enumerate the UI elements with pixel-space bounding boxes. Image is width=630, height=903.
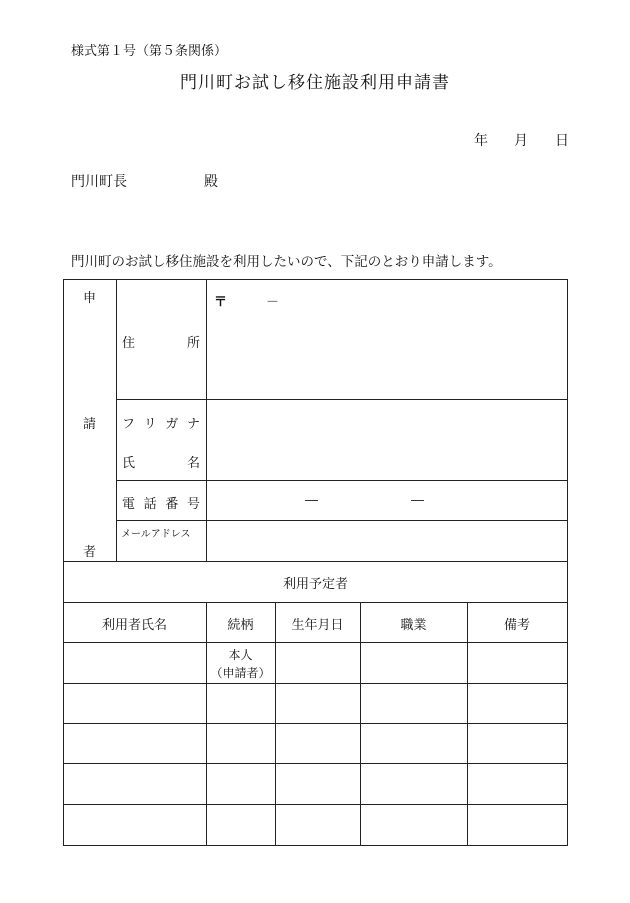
address-label-char: 所: [186, 336, 200, 351]
table-line: [63, 602, 568, 603]
relation-self: 本人: [228, 648, 253, 662]
furigana-label-char: ガ: [165, 417, 179, 432]
table-line: [275, 602, 276, 846]
postal-mark-icon: 〒: [214, 295, 228, 310]
furigana-label-char: ナ: [186, 417, 200, 432]
name-label-char: 名: [186, 456, 200, 471]
table-line: [63, 804, 568, 805]
table-border-left: [63, 279, 64, 846]
date-month-label: 月: [514, 133, 528, 149]
phone-label-char: 号: [186, 497, 200, 512]
phone-dash: ―: [411, 493, 424, 508]
address-label-char: 住: [122, 336, 136, 351]
postal-code-dash: －: [266, 295, 280, 310]
name-label-char: 氏: [122, 456, 136, 471]
table-line: [63, 683, 568, 684]
column-header-relation: 続柄: [227, 618, 254, 633]
table-line: [63, 642, 568, 643]
addressee-name: 門川町長: [71, 174, 127, 190]
table-border-bottom: [63, 845, 568, 846]
phone-label-char: 番: [165, 497, 179, 512]
page-title: 門川町お試し移住施設利用申請書: [180, 73, 450, 93]
column-header-user-name: 利用者氏名: [101, 618, 167, 633]
table-line: [467, 602, 468, 846]
furigana-label: [122, 413, 200, 432]
column-header-birthdate: 生年月日: [291, 618, 344, 633]
column-header-remarks: 備考: [503, 618, 530, 633]
name-label: [122, 452, 200, 471]
table-line: [360, 602, 361, 846]
email-input[interactable]: [207, 521, 567, 561]
applicant-label-char: 請: [83, 417, 97, 432]
phone-dash: ―: [305, 493, 318, 508]
intro-text: 門川町のお試し移住施設を利用したいので、下記のとおり申請します。: [71, 254, 502, 270]
table-line: [63, 561, 568, 562]
phone-label-char: 話: [143, 497, 157, 512]
addressee-honorific: 殿: [204, 174, 218, 190]
applicant-label-char: 者: [83, 545, 97, 560]
furigana-label-char: リ: [143, 417, 157, 432]
form-number: 様式第１号（第５条関係）: [71, 44, 228, 59]
users-section-title: 利用予定者: [282, 577, 348, 592]
name-input[interactable]: [207, 400, 567, 480]
date-day-label: 日: [555, 133, 569, 149]
table-line: [63, 763, 568, 764]
email-label: メールアドレス: [121, 529, 191, 540]
phone-label-char: 電: [122, 497, 136, 512]
applicant-label-char: 申: [83, 291, 97, 306]
table-line: [63, 723, 568, 724]
date-year-label: 年: [474, 133, 488, 149]
address-input[interactable]: [207, 280, 567, 399]
phone-input[interactable]: [207, 481, 567, 520]
furigana-label-char: フ: [122, 417, 136, 432]
table-line: [116, 279, 117, 561]
phone-label: [122, 493, 200, 512]
table-border-right: [567, 279, 568, 846]
relation-applicant-note: （申請者）: [210, 666, 271, 680]
table-line: [206, 602, 207, 846]
address-label: [122, 332, 200, 351]
column-header-occupation: 職業: [400, 618, 427, 633]
